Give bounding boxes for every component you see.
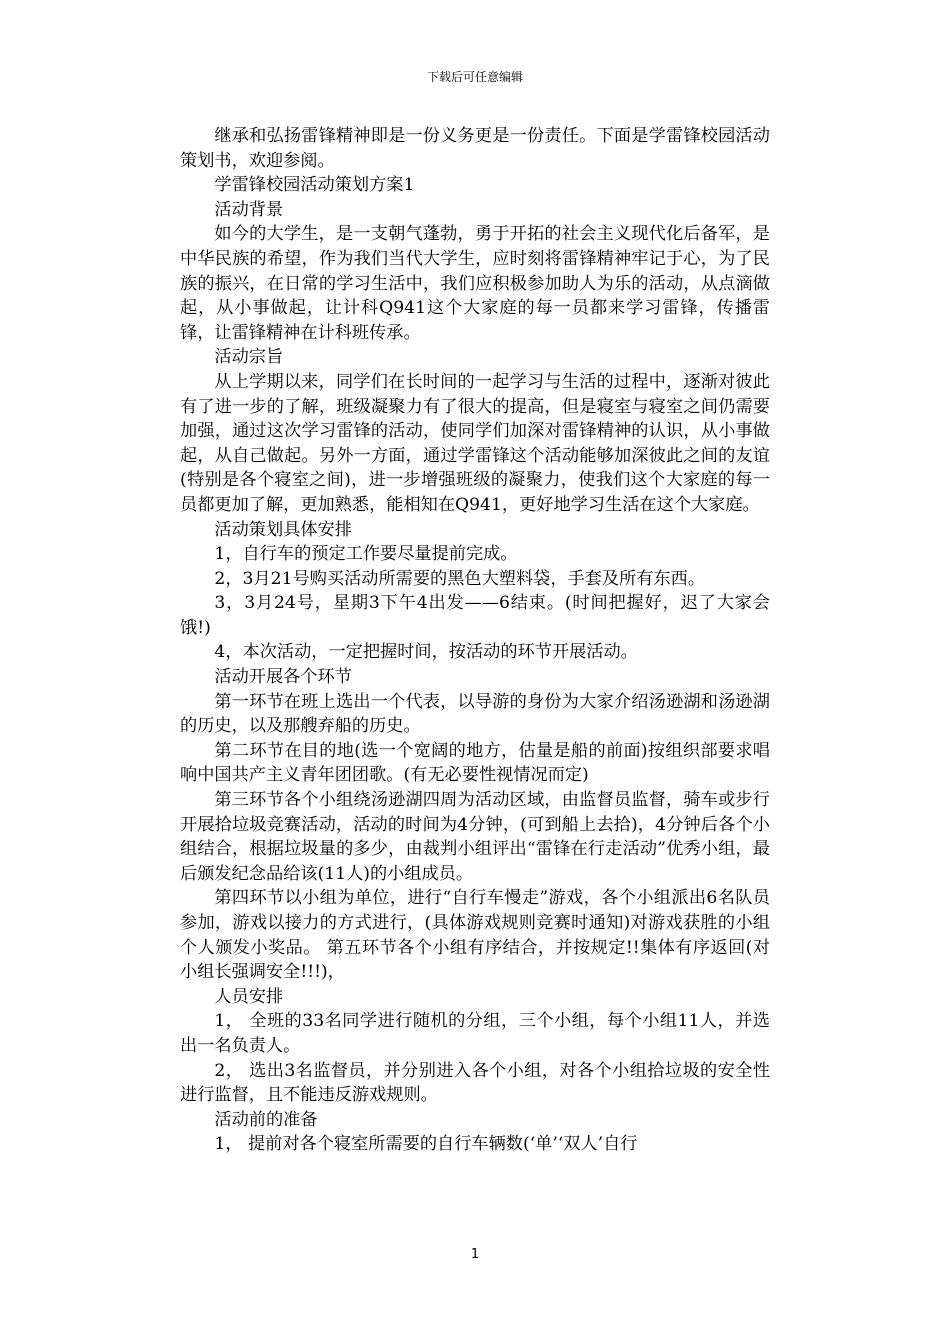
list-item: 2， 选出3名监督员，并分别进入各个小组，对各个小组拾垃圾的安全性进行监督，且不能违反游戏规则。 <box>180 1060 770 1106</box>
paragraph: 继承和弘扬雷锋精神即是一份义务更是一份责任。下面是学雷锋校园活动策划书，欢迎参阅。 <box>180 126 770 171</box>
list-item: 1，自行车的预定工作要尽量提前完成。 <box>214 544 518 565</box>
document-body <box>180 124 770 1157</box>
list-item: 4，本次活动，一定把握时间，按活动的环节开展活动。 <box>214 642 638 663</box>
paragraph: 从上学期以来，同学们在长时间的一起学习与生活的过程中，逐渐对彼此有了进一步的了解，班级凝聚力有了很大的提高，但是寝室与寝室之间仍需要加强，通过这次学习雷锋的活动，使同学们加深对雷锋精神的认识，从小事做起，从自己做起。另外一方面，通过学雷锋这个活动能够加深彼此之间的友谊(特别是各个寝室之间)，进一步增强班级的凝聚力，使我们这个大家庭的每一员都更加了解，更加熟悉，能相知在Q941，更好地学习生活在这个大家庭。 <box>180 371 770 515</box>
list-item: 2，3月21号购买活动所需要的黑色大塑料袋，手套及所有东西。 <box>214 568 706 589</box>
paragraph: 如今的大学生，是一支朝气蓬勃，勇于开拓的社会主义现代化后备军，是中华民族的希望，作为我们当代大学生，应时刻将雷锋精神牢记于心，为了民族的振兴，在日常的学习生活中，我们应积极参加助人为乐的活动，从点滴做起，从小事做起，让计科Q941这个大家庭的每一员都来学习雷锋，传播雷锋，让雷锋精神在计科班传承。 <box>180 224 770 343</box>
section-heading: 活动开展各个环节 <box>214 667 352 688</box>
section-heading: 活动策划具体安排 <box>214 519 352 540</box>
page-number: 1 <box>470 1247 480 1262</box>
list-item: 3，3月24号，星期3下午4出发——6结束。(时间把握好，迟了大家会饿!) <box>180 593 770 638</box>
paragraph: 第二环节在目的地(选一个宽阔的地方，估量是船的前面)按组织部要求唱响中国共产主义青年团团歌。(有无必要性视情况而定) <box>180 740 770 786</box>
section-title: 学雷锋校园活动策划方案1 <box>214 175 415 196</box>
list-item: 1， 提前对各个寝室所需要的自行车辆数(‘单’‘双人’自行 <box>214 1134 638 1155</box>
page-header: 下载后可任意编辑 <box>426 70 523 84</box>
section-heading: 活动前的准备 <box>214 1109 318 1130</box>
paragraph: 第三环节各个小组绕汤逊湖四周为活动区域，由监督员监督，骑车或步行开展拾垃圾竞赛活动，活动的时间为4分钟，(可到船上去拾)，4分钟后各个小组结合，根据垃圾量的多少，由裁判小组评出“雷锋在行走活动”优秀小组，最后颁发纪念品给该(11人)的小组成员。 <box>180 790 770 884</box>
paragraph: 第一环节在班上选出一个代表，以导游的身份为大家介绍汤逊湖和汤逊湖的历史，以及那艘弃船的历史。 <box>180 691 770 737</box>
section-heading: 活动背景 <box>214 199 284 220</box>
paragraph: 第四环节以小组为单位，进行“自行车慢走”游戏，各个小组派出6名队员参加，游戏以接力的方式进行，(具体游戏规则竞赛时通知)对游戏获胜的小组个人颁发小奖品。 第五环节各个小组有序结合，并按规定!!集体有序返回(对小组长强调安全!!!)， <box>180 888 770 983</box>
list-item: 1， 全班的33名同学进行随机的分组，三个小组，每个小组11人，并选出一名负责人。 <box>180 1011 770 1056</box>
section-heading: 活动宗旨 <box>214 347 284 368</box>
section-heading: 人员安排 <box>214 986 284 1007</box>
